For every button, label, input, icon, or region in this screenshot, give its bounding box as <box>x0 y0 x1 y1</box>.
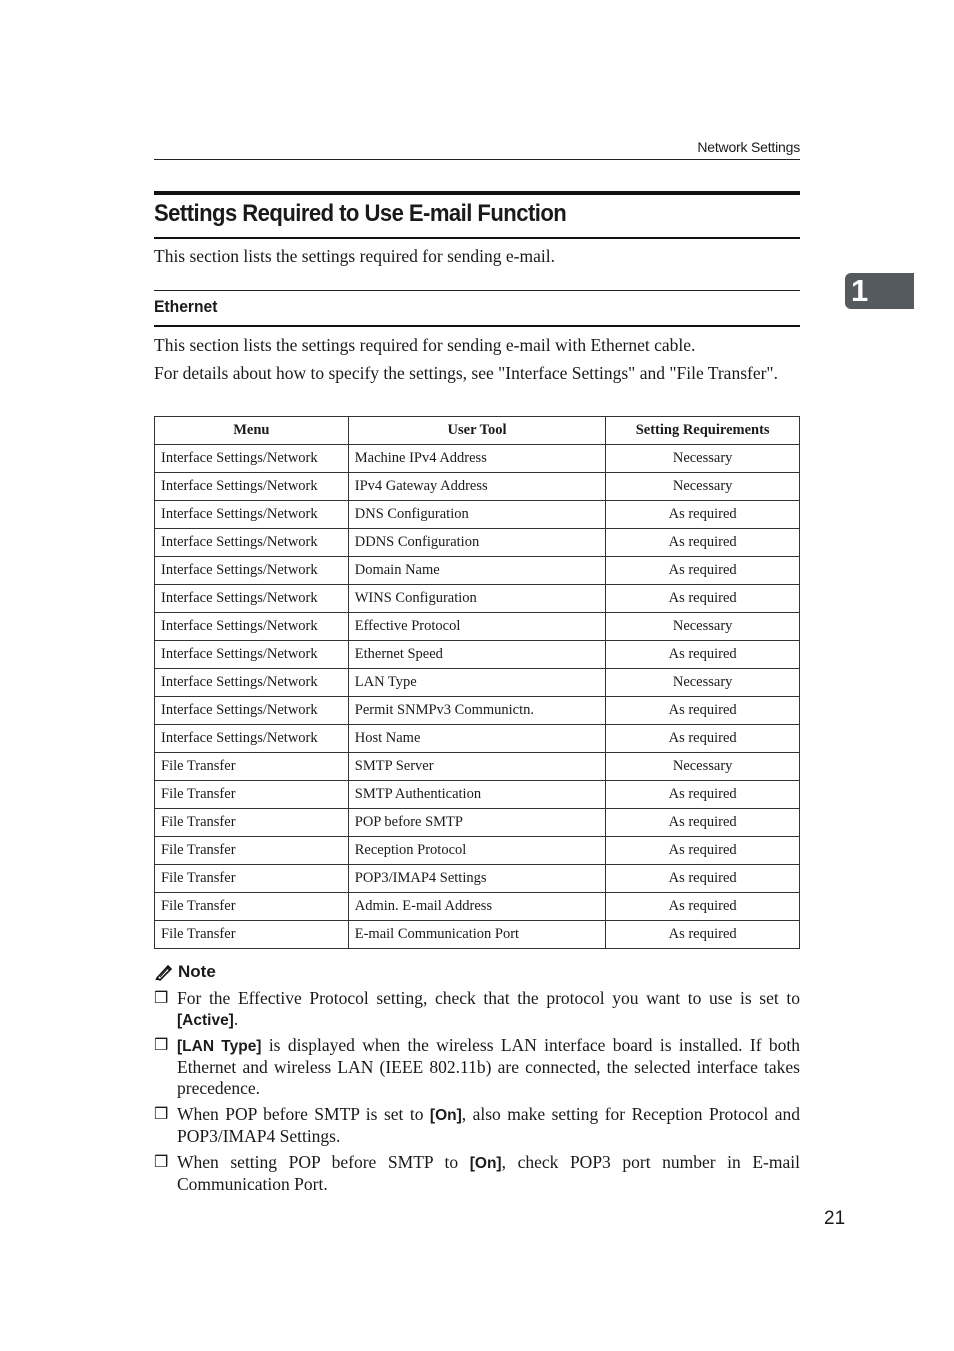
cell-user-tool: Reception Protocol <box>348 837 606 865</box>
header-rule <box>154 159 800 160</box>
note-item <box>154 1104 800 1147</box>
table-row <box>155 557 800 585</box>
table-body <box>155 445 800 949</box>
cell-menu: Interface Settings/Network <box>155 669 349 697</box>
column-header-setting-requirements: Setting Requirements <box>606 417 800 445</box>
cell-user-tool: DNS Configuration <box>348 501 606 529</box>
cell-menu: File Transfer <box>155 753 349 781</box>
cell-user-tool: Effective Protocol <box>348 613 606 641</box>
table-row <box>155 865 800 893</box>
title-rule-top <box>154 191 800 195</box>
cell-menu: Interface Settings/Network <box>155 613 349 641</box>
cell-setting-requirement: As required <box>606 585 800 613</box>
chapter-tab <box>845 273 914 309</box>
table-header-row <box>155 417 800 445</box>
cell-setting-requirement: As required <box>606 529 800 557</box>
checkbox-bullet-icon: ❒ <box>154 1154 169 1171</box>
table-row <box>155 781 800 809</box>
cell-setting-requirement: As required <box>606 865 800 893</box>
table-row <box>155 473 800 501</box>
cell-setting-requirement: Necessary <box>606 753 800 781</box>
cell-user-tool: SMTP Authentication <box>348 781 606 809</box>
cell-menu: File Transfer <box>155 921 349 949</box>
cell-menu: File Transfer <box>155 809 349 837</box>
note-text-post: , check POP3 port number in E-mail Communication Port. <box>177 1152 800 1194</box>
cell-user-tool: POP3/IMAP4 Settings <box>348 865 606 893</box>
cell-menu: Interface Settings/Network <box>155 473 349 501</box>
subsection-paragraph-1: This section lists the settings required for sending e-mail with Ethernet cable. <box>154 335 696 355</box>
cell-user-tool: IPv4 Gateway Address <box>348 473 606 501</box>
table-row <box>155 529 800 557</box>
cell-user-tool: Domain Name <box>348 557 606 585</box>
note-keyword: [LAN Type] <box>177 1038 262 1055</box>
title-rule-bottom <box>154 237 800 239</box>
note-text-pre: When setting POP before SMTP to <box>177 1152 470 1172</box>
note-keyword: [On] <box>469 1155 502 1172</box>
table-row <box>155 809 800 837</box>
cell-menu: File Transfer <box>155 893 349 921</box>
checkbox-bullet-icon: ❒ <box>154 1106 169 1123</box>
note-text-post: . <box>233 1009 239 1029</box>
settings-table <box>154 416 800 949</box>
table-row <box>155 641 800 669</box>
pencil-note-icon <box>154 963 174 981</box>
cell-setting-requirement: Necessary <box>606 613 800 641</box>
cell-setting-requirement: As required <box>606 921 800 949</box>
cell-setting-requirement: As required <box>606 641 800 669</box>
column-header-user-tool: User Tool <box>348 417 606 445</box>
table-row <box>155 893 800 921</box>
cell-setting-requirement: Necessary <box>606 445 800 473</box>
note-text-post: is displayed when the wireless LAN interface board is installed. If both Ethernet and wireless LAN (IEEE 802.11b) are connected, the selected interface takes precedence. <box>177 1035 800 1098</box>
table-row <box>155 697 800 725</box>
cell-user-tool: SMTP Server <box>348 753 606 781</box>
section-title: Settings Required to Use E-mail Function <box>154 200 567 227</box>
cell-setting-requirement: As required <box>606 837 800 865</box>
cell-setting-requirement: Necessary <box>606 669 800 697</box>
table-row <box>155 585 800 613</box>
table-row <box>155 445 800 473</box>
cell-menu: File Transfer <box>155 865 349 893</box>
cell-setting-requirement: As required <box>606 809 800 837</box>
page-number: 21 <box>824 1208 846 1229</box>
chapter-number: 1 <box>851 273 869 308</box>
note-item <box>154 1152 800 1195</box>
cell-menu: Interface Settings/Network <box>155 529 349 557</box>
note-item <box>154 1035 800 1099</box>
note-keyword: [On] <box>429 1107 462 1124</box>
cell-setting-requirement: As required <box>606 501 800 529</box>
cell-user-tool: LAN Type <box>348 669 606 697</box>
subsection-rule-top <box>154 290 800 291</box>
cell-menu: Interface Settings/Network <box>155 697 349 725</box>
note-heading <box>154 962 216 982</box>
cell-user-tool: DDNS Configuration <box>348 529 606 557</box>
section-intro: This section lists the settings required for sending e-mail. <box>154 246 555 266</box>
cell-menu: File Transfer <box>155 837 349 865</box>
cell-menu: Interface Settings/Network <box>155 501 349 529</box>
checkbox-bullet-icon: ❒ <box>154 990 169 1007</box>
cell-user-tool: Admin. E-mail Address <box>348 893 606 921</box>
cell-user-tool: Host Name <box>348 725 606 753</box>
cell-menu: Interface Settings/Network <box>155 557 349 585</box>
cell-menu: Interface Settings/Network <box>155 725 349 753</box>
table-row <box>155 669 800 697</box>
cell-setting-requirement: As required <box>606 557 800 585</box>
subsection-title: Ethernet <box>154 297 218 316</box>
cell-menu: Interface Settings/Network <box>155 585 349 613</box>
checkbox-bullet-icon: ❒ <box>154 1037 169 1054</box>
running-header: Network Settings <box>697 139 800 155</box>
subsection-rule-bottom <box>154 325 800 327</box>
note-text-pre: For the Effective Protocol setting, check that the protocol you want to use is set to <box>177 988 800 1008</box>
table-row <box>155 837 800 865</box>
cell-user-tool: Permit SNMPv3 Communictn. <box>348 697 606 725</box>
cell-setting-requirement: As required <box>606 893 800 921</box>
cell-menu: Interface Settings/Network <box>155 641 349 669</box>
note-keyword: [Active] <box>177 1012 234 1029</box>
note-item <box>154 988 800 1031</box>
cell-setting-requirement: As required <box>606 781 800 809</box>
cell-user-tool: Machine IPv4 Address <box>348 445 606 473</box>
column-header-menu: Menu <box>155 417 349 445</box>
note-heading-label: Note <box>178 962 216 981</box>
cell-user-tool: WINS Configuration <box>348 585 606 613</box>
cell-user-tool: Ethernet Speed <box>348 641 606 669</box>
cell-user-tool: E-mail Communication Port <box>348 921 606 949</box>
table-row <box>155 921 800 949</box>
note-text-pre: When POP before SMTP is set to <box>177 1104 430 1124</box>
cell-menu: File Transfer <box>155 781 349 809</box>
cell-setting-requirement: As required <box>606 697 800 725</box>
note-text-post: , also make setting for Reception Protocol and POP3/IMAP4 Settings. <box>177 1104 800 1146</box>
cell-menu: Interface Settings/Network <box>155 445 349 473</box>
table-row <box>155 753 800 781</box>
table-row <box>155 501 800 529</box>
table-row <box>155 725 800 753</box>
cell-setting-requirement: As required <box>606 725 800 753</box>
table-row <box>155 613 800 641</box>
cell-user-tool: POP before SMTP <box>348 809 606 837</box>
cell-setting-requirement: Necessary <box>606 473 800 501</box>
subsection-paragraph-2: For details about how to specify the settings, see "Interface Settings" and "File Transfer". <box>154 363 778 383</box>
